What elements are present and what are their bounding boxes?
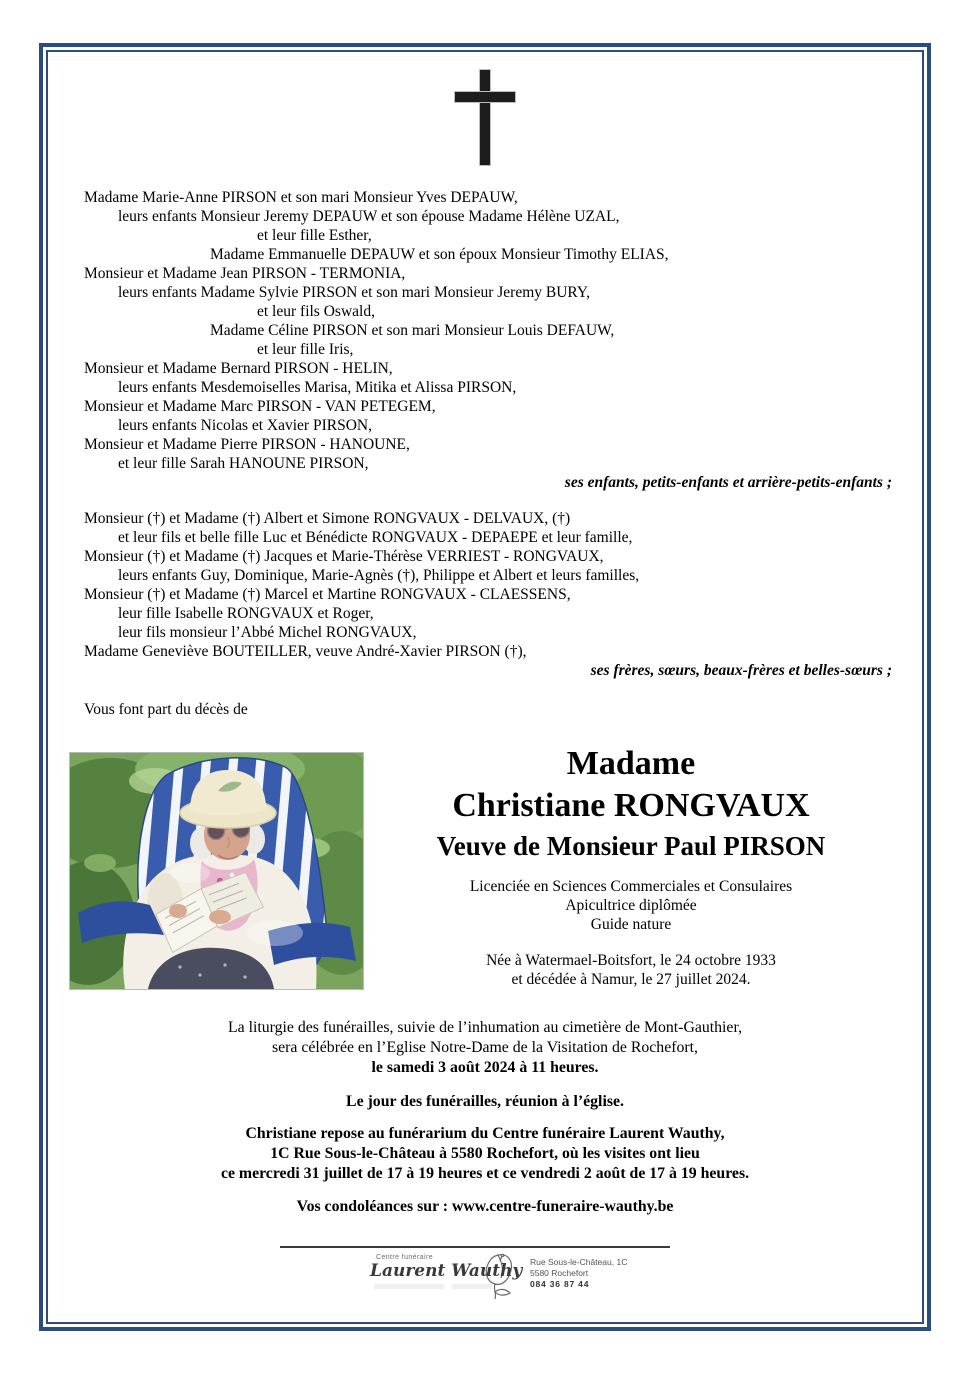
photo-and-title-row (48, 745, 922, 990)
funeral-home-name: Laurent Wauthy (370, 1261, 523, 1281)
credential-line: Apicultrice diplômée (565, 897, 697, 914)
scan-artifact (374, 1284, 444, 1289)
family-line: et leur fille Sarah HANOUNE PIRSON, (118, 455, 369, 472)
birth-death-dates (364, 951, 898, 989)
family-line: leurs enfants Mesdemoiselles Marisa, Mitika et Alissa PIRSON, (118, 379, 517, 396)
funeral-home-footer (370, 1254, 922, 1305)
family-line: Monsieur (†) et Madame (†) Albert et Simone RONGVAUX - DELVAUX, (†) (84, 510, 571, 527)
footer-divider (280, 1246, 670, 1248)
family-line: leurs enfants Monsieur Jeremy DEPAUW et son épouse Madame Hélène UZAL, (118, 208, 620, 225)
repose-line: 1C Rue Sous-le-Château à 5580 Rochefort, où les visites ont lieu (270, 1145, 700, 1162)
family-line: Madame Céline PIRSON et son mari Monsieur Louis DEFAUW, (210, 322, 615, 339)
liturgy-datetime: le samedi 3 août 2024 à 11 heures. (371, 1059, 599, 1076)
deceased-title: Madame (566, 745, 696, 782)
family-line: et leur fils et belle fille Luc et Bénédicte RONGVAUX - DEPAEPE et leur famille, (118, 529, 633, 546)
liturgy-line: La liturgie des funérailles, suivie de l’inhumation au cimetière de Mont-Gauthier, (227, 1019, 743, 1036)
latin-cross-icon (453, 70, 517, 165)
family-line: Monsieur et Madame Pierre PIRSON - HANOUNE, (84, 436, 410, 453)
photo-of-deceased (69, 752, 364, 990)
repose-line: ce mercredi 31 juillet de 17 à 19 heures et ce vendredi 2 août de 17 à 19 heures. (220, 1165, 750, 1182)
cross-section (48, 70, 922, 165)
family-line: leur fille Isabelle RONGVAUX et Roger, (118, 605, 374, 622)
family-line: Monsieur (†) et Madame (†) Marcel et Martine RONGVAUX - CLAESSENS, (84, 586, 571, 603)
ceremony-details (48, 1018, 922, 1217)
scan-artifact (452, 1284, 492, 1289)
family-line: Madame Emmanuelle DEPAUW et son époux Monsieur Timothy ELIAS, (210, 246, 669, 263)
repose-line: Christiane repose au funérarium du Centre funéraire Laurent Wauthy, (245, 1125, 725, 1142)
family-line: et leur fille Esther, (257, 227, 372, 244)
deceased-relation: Veuve de Monsieur Paul PIRSON (436, 831, 826, 861)
family-line: leurs enfants Madame Sylvie PIRSON et son mari Monsieur Jeremy BURY, (118, 284, 590, 301)
announcement-intro: Vous font part du décès de (84, 701, 248, 718)
deceased-name: Christiane RONGVAUX (452, 787, 810, 824)
family-line: et leur fils Oswald, (257, 303, 375, 320)
family-line: leurs enfants Guy, Dominique, Marie-Agnès (†), Philippe et Albert et leurs familles, (118, 567, 640, 584)
family-line: Monsieur et Madame Jean PIRSON - TERMONIA, (84, 265, 406, 282)
family-children-list (84, 188, 922, 473)
liturgy-line: sera célébrée en l’Eglise Notre-Dame de la Visitation de Rochefort, (272, 1039, 698, 1056)
phone-number: 084 36 87 44 (530, 1279, 590, 1289)
document-content (48, 52, 922, 1322)
family-siblings-list (84, 509, 922, 661)
family-line: Monsieur (†) et Madame (†) Jacques et Marie-Thérèse VERRIEST - RONGVAUX, (84, 548, 604, 565)
decorative-outer-frame (39, 43, 931, 1331)
family-line: Monsieur et Madame Marc PIRSON - VAN PETEGEM, (84, 398, 436, 415)
family-line: Madame Marie-Anne PIRSON et son mari Monsieur Yves DEPAUW, (84, 189, 518, 206)
family-line: leurs enfants Nicolas et Xavier PIRSON, (118, 417, 372, 434)
siblings-closing-line: ses frères, sœurs, beaux-frères et belles-sœurs ; (590, 662, 892, 679)
address-line: 5580 Rochefort (530, 1268, 589, 1278)
repose-block (48, 1124, 922, 1184)
children-closing-line: ses enfants, petits-enfants et arrière-petits-enfants ; (564, 474, 892, 491)
funeral-home-logo (370, 1254, 523, 1281)
address-line: Rue Sous-le-Château, 1C (530, 1257, 628, 1267)
family-line: Madame Geneviève BOUTEILLER, veuve André-Xavier PIRSON (†), (84, 643, 527, 660)
family-line: et leur fille Iris, (257, 341, 354, 358)
credential-line: Guide nature (590, 916, 672, 933)
decorative-inner-frame (46, 50, 924, 1324)
birth-line: Née à Watermael-Boitsfort, le 24 octobre 1933 (486, 952, 776, 969)
family-line: leur fils monsieur l’Abbé Michel RONGVAUX, (118, 624, 417, 641)
deceased-title-block (364, 743, 922, 989)
family-line: Monsieur et Madame Bernard PIRSON - HELIN, (84, 360, 393, 377)
credential-line: Licenciée en Sciences Commerciales et Consulaires (469, 878, 793, 895)
reunion-line: Le jour des funérailles, réunion à l’église. (346, 1093, 624, 1110)
photo-illustration (70, 753, 363, 989)
funeral-home-contact (530, 1257, 627, 1290)
deceased-credentials (364, 877, 898, 934)
death-line: et décédée à Namur, le 27 juillet 2024. (511, 971, 751, 988)
funeral-home-type-label: Centre funéraire (376, 1254, 433, 1261)
condolences-line: Vos condoléances sur : www.centre-funeraire-wauthy.be (296, 1198, 674, 1215)
